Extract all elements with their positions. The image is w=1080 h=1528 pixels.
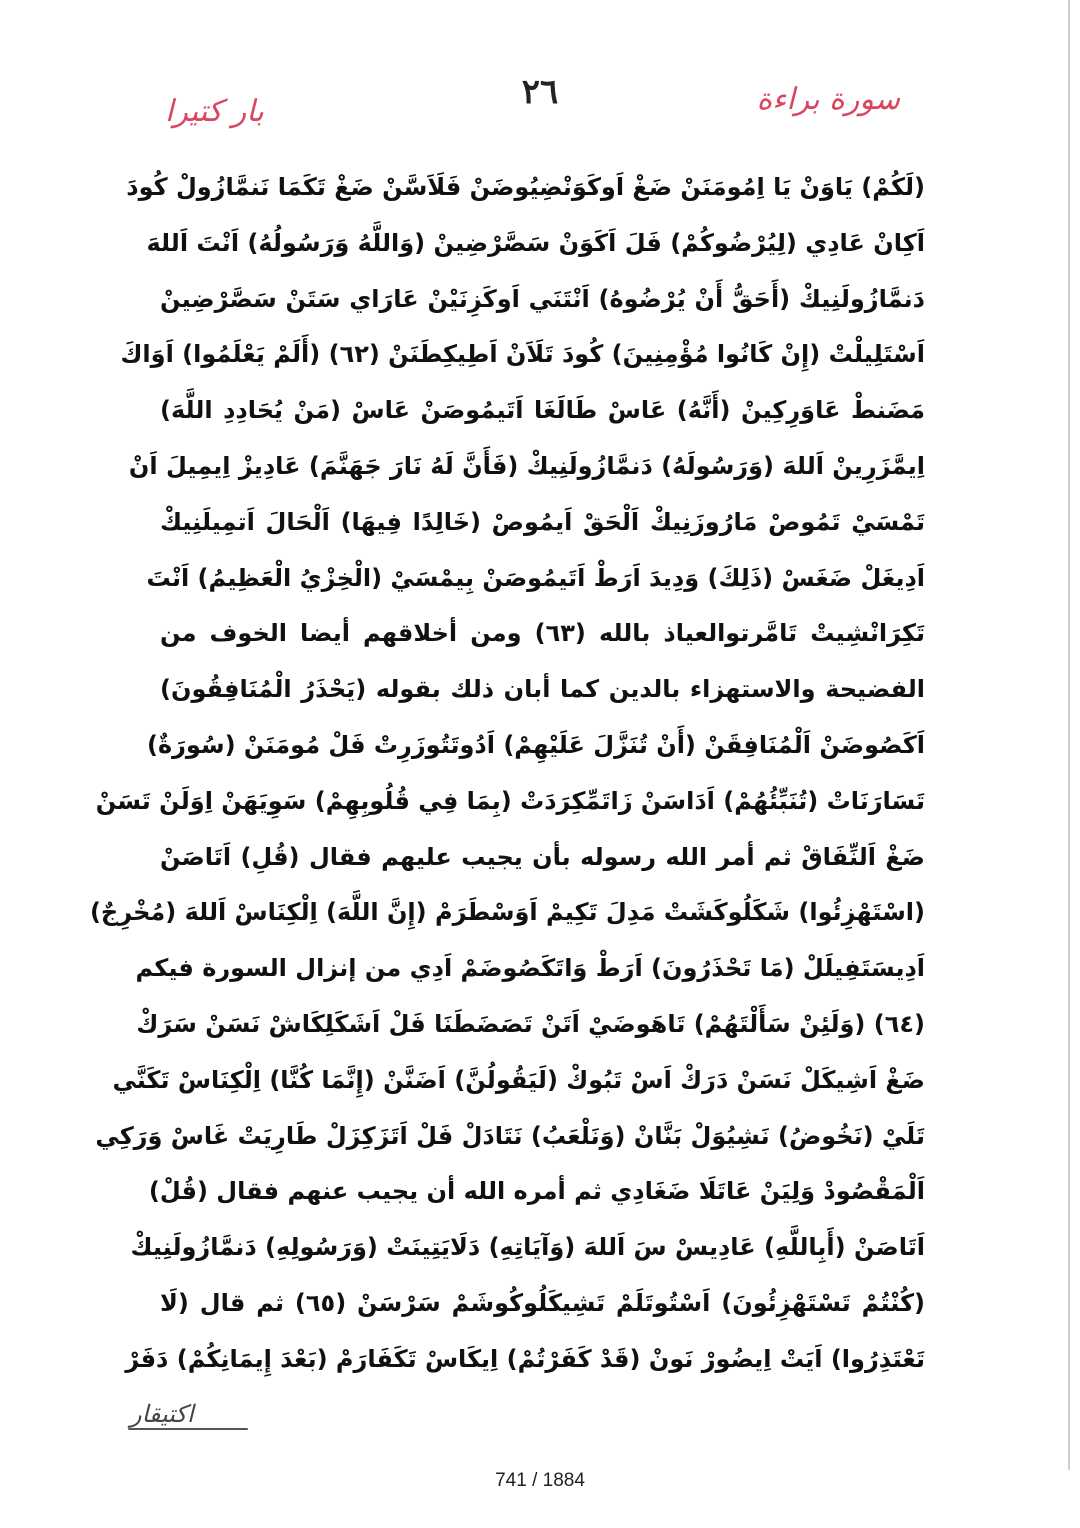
page-edge-shadow — [1068, 0, 1070, 1470]
text-line-19: اَلْمَقْصُودْ وَلِيَنْ عَاتَلَا ضَغَادِي ثم أمره الله أن يجيب عنهم فقال (قُلْ) — [148, 1177, 925, 1206]
text-line-11: اَكَصُوضَنْ اَلْمُنَافِقَنْ (أَنْ تُنَزَّلَ عَلَيْهِمْ) اَدُوتَتُوزَرِتْ فَلْ مُومَنَنْ (سُورَةٌ) — [146, 730, 925, 759]
text-line-14: (اسْتَهْزِئُوا) شَكَلُوكَشَتْ مَدِلَ تَكِيمْ اَوَسْطَرَمْ (إِنَّ اللَّهَ) اِلْكِنَاسْ اَللهَ (مُخْرِجٌ) — [89, 898, 925, 927]
text-line-4: اَسْتَلِيلْتْ (إِنْ كَانُوا مُؤْمِنِينَ) كُودَ تَلَاَنْ اَطِيكِطَنَنْ (٦٢) (أَلَمْ يَعْلَمُوا) اَوَاكَ — [120, 340, 925, 369]
text-line-8: اَدِيغَلْ ضَغَسْ (ذَلِكَ) وَدِيدَ اَرَطْ اَتَيمُوصَنْ بِيمْسَيْ (الْخِزْيُ الْعَظِيمُ) اَنْتَ — [146, 563, 925, 592]
text-line-21: (كُنْتُمْ تَسْتَهْزِئُونَ) اَسْتُوتَلَمْ تَشِيكَلُوكُوشَمْ سَرْسَنْ (٦٥) ثم قال (لَا — [160, 1288, 925, 1317]
page-number: ٢٦ — [521, 72, 559, 112]
text-line-2: اَكِانْ عَادِي (لِيُرْضُوكُمْ) فَلَ اَكَوَنْ سَصَّرْضِينْ (وَاللَّهُ وَرَسُولُهُ) اَنْتَ اَللهَ — [146, 228, 925, 257]
tafsir-body-text — [89, 160, 925, 1388]
text-line-1: (لَكُمْ) يَاوَنْ يَا اِمُومَنَنْ ضَغْ اَوكَوَنْضِيُوضَنْ فَلَاَسَّنْ ضَغْ تَكَمَا نَنمَّازُولْ كُودَ — [126, 173, 925, 201]
text-line-6: اِيمَّزَرِينْ اَللهَ (وَرَسُولَهُ) دَنمَّازُولَنِيكْ (فَأَنَّ لَهُ نَارَ جَهَنَّمَ) عَادِيزْ اِيمِيلَ اَنْ — [128, 451, 925, 480]
text-line-22: تَعْتَذِرُوا) اَيَتْ اِيضُورْ نَونْ (قَدْ كَفَرْتُمْ) اِيكَاسْ تَكَفَارَمْ (بَعْدَ إِيمَانِكُمْ) دَفَرْ — [125, 1344, 925, 1373]
text-line-10: الفضيحة والاستهزاء بالدين كما أبان ذلك بقوله (يَحْذَرُ الْمُنَافِقُونَ) — [160, 675, 925, 704]
page-counter: 741 / 1884 — [495, 1470, 585, 1491]
text-line-12: تَسَارَنَاتْ (تُنَبِّئُهُمْ) اَدَاسَنْ زَاتَمِّكِرَدَتْ (بِمَا فِي قُلُوبِهِمْ) سَوِيَهَنْ اِوَلَنْ تَسَنْ — [95, 786, 925, 815]
text-line-20: اَتَاصَنْ (أَبِاللَّهِ) عَادِيسْ سَ اَللهَ (وَآيَاتِهِ) دَلَايَتِينَتْ (وَرَسُولِهِ) دَنمَّازُولَنِيكْ — [130, 1233, 925, 1262]
text-line-7: تَمْسَيْ تَمُوصْ مَارُوزَنِيكْ اَلْحَقْ اَيمُوصْ (خَالِدًا فِيهَا) اَلْحَالَ اَتمِيلَنِيكْ — [160, 507, 925, 536]
handwritten-surah-name: سورة براءة — [756, 82, 900, 117]
text-line-17: ضَغْ اَشِيكَلْ نَسَنْ دَرَكْ اَسْ تَبُوكْ (لَيَقُولُنَّ) اَضَنَّنْ (إِنَّمَا كُنَّا) اِلْكِنَاسْ تَكَنَّي — [112, 1065, 925, 1094]
text-line-13: ضَغْ اَلنِّفَاقْ ثم أمر الله رسوله بأن يجيب عليهم فقال (قُلِ) اَتَاصَنْ — [160, 842, 925, 871]
text-line-16: (٦٤) (وَلَئِنْ سَأَلْتَهُمْ) تَاهَوضَيْ اَتَنْ تَصَضَطَنَا فَلْ اَشَكَلِكَاشْ نَسَنْ سَرَكْ — [136, 1009, 925, 1038]
text-line-18: تَلَيْ (نَخُوضُ) نَشِيُوَلْ بَنَّانْ (وَنَلْعَبُ) نَتَادَلْ فَلْ اَتَزَكِزَلْ طَارِيَتْ غَاسْ وَرَكِي — [95, 1121, 925, 1150]
handwritten-margin-note: بار كتيرا — [165, 94, 264, 129]
text-line-9: تَكِرَانْشِيتْ تَامَّرتوالعياذ بالله (٦٣) ومن أخلاقهم أيضا الخوف من — [160, 619, 925, 648]
text-line-15: اَدِيسَتَفِيلَلْ (مَا تَحْذَرُونَ) اَرَطْ وَاتَكَصُوضَمْ اَدِي من إنزال السورة فيكم — [135, 954, 925, 983]
text-line-5: مَضَنطْ عَاوَرِكِينْ (أَنَّهُ) عَاسْ طَالَغَا اَتَيمُوصَنْ عَاسْ (مَنْ يُحَادِدِ اللَّهَ) — [160, 396, 925, 425]
text-line-3: دَنمَّازُولَنِيكْ (أَحَقُّ أَنْ يُرْضُوهُ) اَنْتَنَي اَوكَزِنَيْنْ عَارَاي سَتَنْ سَصَّرْضِينْ — [160, 284, 925, 313]
footer-note-underline — [128, 1428, 248, 1430]
handwritten-footer-note: اكتيقار — [130, 1400, 194, 1428]
